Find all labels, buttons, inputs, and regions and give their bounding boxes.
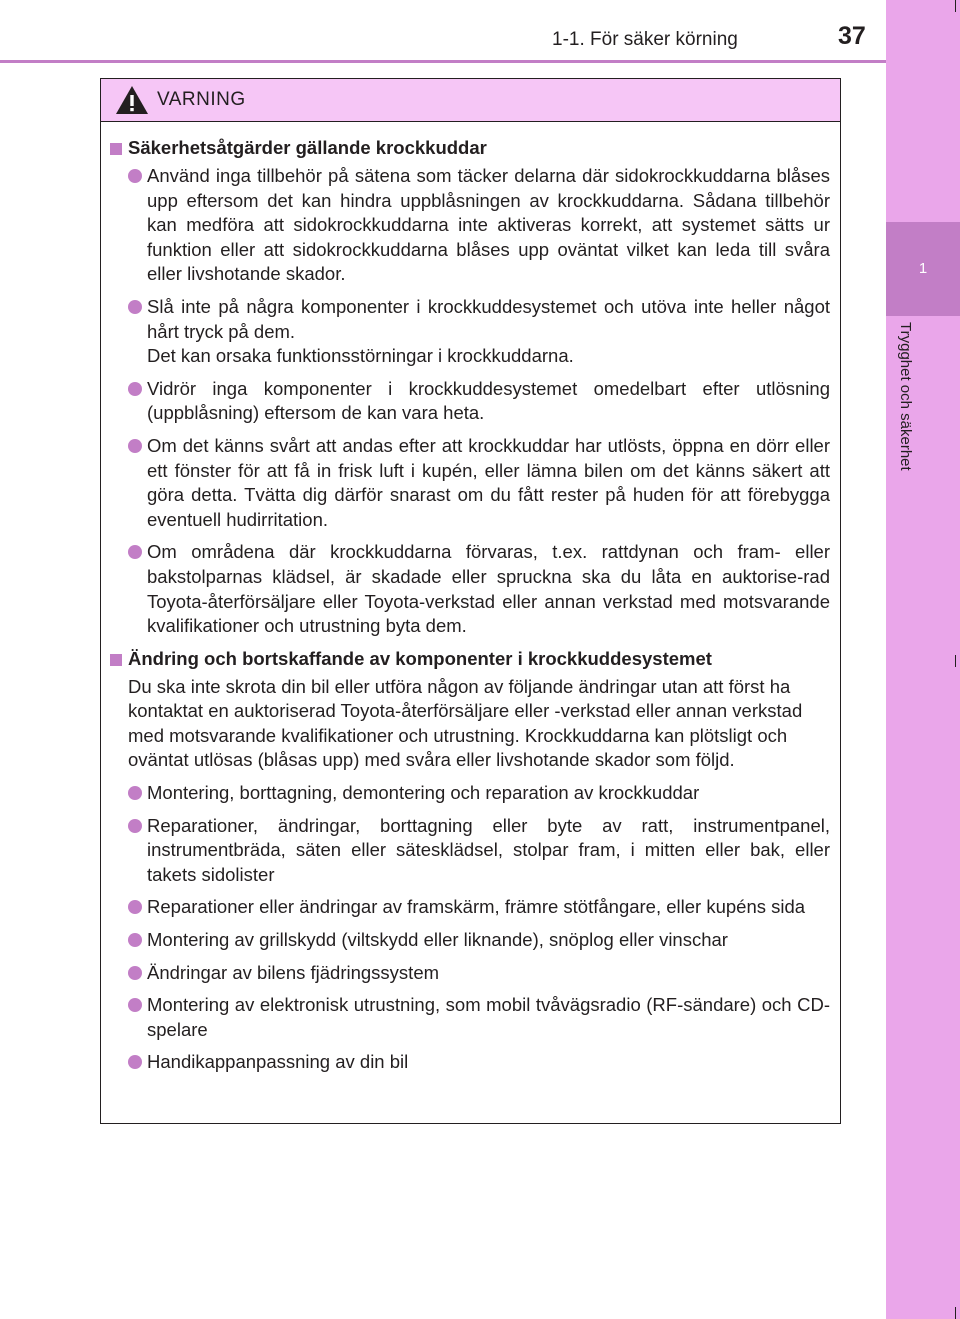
list-item (128, 928, 830, 953)
list-item (128, 164, 830, 287)
warning-triangle-icon (115, 85, 149, 115)
list-item-text: Reparationer, ändringar, borttagning eller byte av ratt, instrumentpanel, instrumentbräda, säten eller sätesklädsel, stolpar fram, i mitten eller bak, eller takets sidolister (147, 814, 830, 885)
list-item-text: Reparationer eller ändringar av framskärm, främre stötfångare, eller kupéns sida (147, 896, 806, 918)
crop-mark (955, 0, 956, 12)
list-item-text: Montering av grillskydd (viltskydd eller liknande), snöplog eller vinschar (147, 929, 728, 951)
warning-header (101, 79, 840, 122)
chapter-number: 1 (918, 260, 928, 277)
section-heading-text: Ändring och bortskaffande av komponenter i krockkuddesystemet (128, 647, 712, 669)
list-item (128, 1050, 830, 1075)
round-bullet-icon (128, 300, 142, 314)
section-intro: Du ska inte skrota din bil eller utföra någon av följande ändringar utan att först ha kontaktat en auktoriserad Toyota-återförsäljare eller -verkstad eller annan verkstad med motsvarande kvalifikationer och utrustning. Krockkuddarna kan plötsligt och oväntat utlösas (blåsas upp) med svåra eller livshotande skador som följd. (128, 675, 803, 771)
round-bullet-icon (128, 966, 142, 980)
list-item-text: Använd inga tillbehör på sätena som täcker delarna där sidokrockkuddarna blåses upp eftersom det kan hindra uppblåsningen av krockkuddarna. Sådana tillbehör kan medföra att sidokrockkuddarna inte aktiveras korrekt, att systemet sätts ur funktion eller att sidokrockkuddarna blåses upp oväntat vilket kan leda till svåra eller livshotande skador. (147, 165, 830, 285)
list-item (128, 781, 830, 806)
page-number: 37 (838, 22, 866, 50)
list-item-text: Ändringar av bilens fjädringssystem (147, 961, 440, 983)
list-item-text: Slå inte på några komponenter i krockkuddesystemet och utöva inte heller något hårt tryck på dem. Det kan orsaka funktionsstörningar i krockkuddarna. (147, 295, 830, 367)
list-item (128, 961, 830, 986)
list-item-text: Handikappanpassning av din bil (147, 1051, 409, 1073)
round-bullet-icon (128, 819, 142, 833)
list-item (128, 295, 830, 369)
list-item (128, 377, 830, 426)
round-bullet-icon (128, 1055, 142, 1069)
list-item (128, 814, 830, 888)
list-item (128, 895, 830, 920)
round-bullet-icon (128, 786, 142, 800)
section-heading-text: Säkerhetsåtgärder gällande krockkuddar (128, 137, 487, 158)
crop-mark (955, 655, 956, 667)
square-bullet-icon (110, 143, 122, 155)
warning-box (100, 78, 841, 1124)
round-bullet-icon (128, 169, 142, 183)
round-bullet-icon (128, 900, 142, 914)
crop-mark (955, 1307, 956, 1319)
section-heading (110, 647, 830, 671)
list-item-text: Montering, borttagning, demontering och reparation av krockkuddar (147, 782, 700, 804)
list-item (128, 993, 830, 1042)
round-bullet-icon (128, 545, 142, 559)
warning-label: VARNING (157, 89, 246, 110)
list-item-text: Montering av elektronisk utrustning, som mobil tvåvägsradio (RF-sändare) och CD-spelare (147, 994, 830, 1040)
round-bullet-icon (128, 933, 142, 947)
warning-body (101, 122, 840, 1075)
round-bullet-icon (128, 439, 142, 453)
round-bullet-icon (128, 998, 142, 1012)
section-heading (110, 136, 830, 160)
list-item-text: Om det känns svårt att andas efter att krockkuddar har utlösts, öppna en dörr eller ett fönster för att få in frisk luft i kupén, eller lämna bilen om det känns säkert att göra detta. Tvätta dig därför snarast om du fått rester på huden för att förebygga eventuell hudirritation. (147, 434, 830, 530)
square-bullet-icon (110, 654, 122, 666)
round-bullet-icon (128, 382, 142, 396)
section-title: 1-1. För säker körning (552, 29, 738, 50)
list-item (128, 540, 830, 638)
header-rule (0, 60, 886, 63)
list-item-text: Om områdena där krockkuddarna förvaras, t.ex. rattdynan och fram- eller bakstolparnas klädsel, är skadade eller spruckna ska du låta en auktorise-rad Toyota-återförsäljare eller Toyota-verkstad eller annan verkstad med motsvarande kvalifikationer och utrustning byta dem. (147, 541, 830, 637)
list-item-text: Vidrör inga komponenter i krockkuddesystemet omedelbart efter utlösning (uppblåsning) eftersom de kan vara heta. (147, 377, 830, 424)
side-tab (886, 0, 960, 1319)
chapter-title: Trygghet och säkerhet (897, 322, 914, 471)
list-item (128, 434, 830, 532)
